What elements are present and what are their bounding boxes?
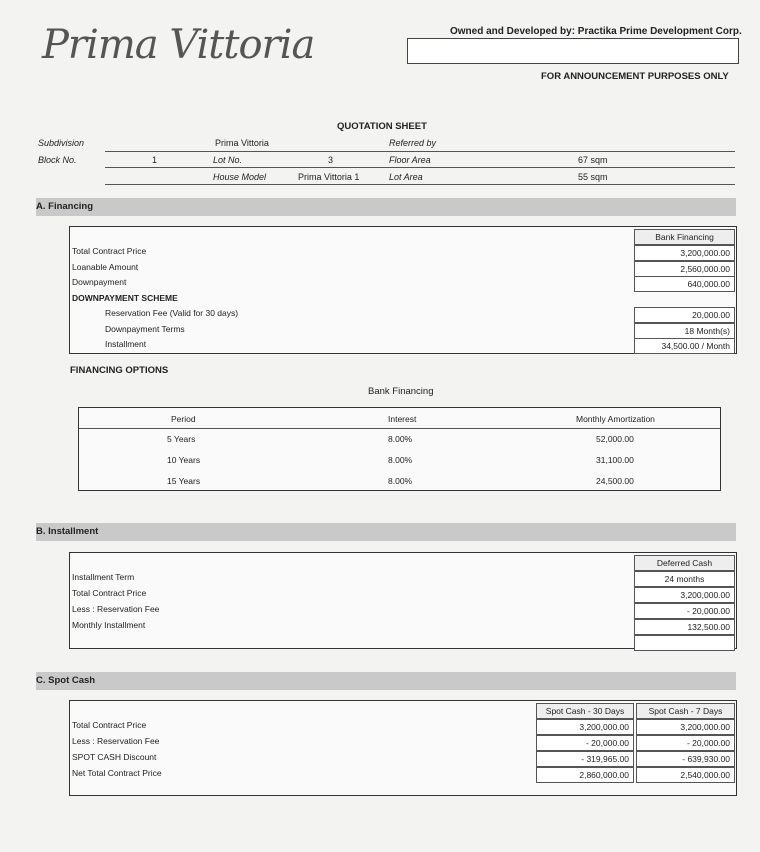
options-row-interest: 8.00% <box>388 434 413 444</box>
spot-row-value-30: 2,860,000.00 <box>536 767 634 783</box>
subdivision-label: Subdivision <box>38 138 85 148</box>
lot-area-value: 55 sqm <box>578 172 608 182</box>
floor-area-value: 67 sqm <box>578 155 608 165</box>
financing-row-label: Installment <box>105 339 147 349</box>
options-header-interest: Interest <box>388 414 417 424</box>
spot-row-label: Less : Reservation Fee <box>72 736 160 746</box>
installment-box <box>69 552 737 649</box>
financing-row-label: Downpayment <box>72 277 127 287</box>
financing-options-title: FINANCING OPTIONS <box>70 365 169 376</box>
spot-row-value-7: - 20,000.00 <box>636 735 735 751</box>
options-row-period: 5 Years <box>167 434 196 444</box>
lot-value: 3 <box>328 155 334 165</box>
lot-area-label: Lot Area <box>389 172 423 182</box>
options-row-amortization: 52,000.00 <box>596 434 634 444</box>
options-row-amortization: 24,500.00 <box>596 476 634 486</box>
section-spot-cash <box>36 672 736 690</box>
financing-row-value: 640,000.00 <box>634 276 735 292</box>
quotation-title: QUOTATION SHEET <box>337 121 427 132</box>
installment-row-label: Less : Reservation Fee <box>72 604 160 614</box>
spot-row-value-30: - 319,965.00 <box>536 751 634 767</box>
section-spot-cash-title: C. Spot Cash <box>36 675 96 686</box>
financing-row-label: Loanable Amount <box>72 261 139 272</box>
financing-row-label: Downpayment Terms <box>105 323 185 334</box>
installment-row-value: 24 months <box>634 571 735 587</box>
financing-box <box>69 226 737 354</box>
installment-row-value: - 20,000.00 <box>634 603 735 619</box>
reference-box <box>407 38 739 64</box>
spot-row-value-30: 3,200,000.00 <box>536 719 634 735</box>
financing-row-label: Total Contract Price <box>72 246 147 256</box>
installment-col-header: Deferred Cash <box>634 555 735 571</box>
prima-vittoria-logo: Prima Vittoria <box>42 22 315 68</box>
owner-text: Owned and Developed by: Practika Prime Development Corp. <box>450 26 742 37</box>
installment-row-label: Installment Term <box>72 572 135 582</box>
subdivision-value: Prima Vittoria <box>215 138 269 148</box>
options-row-interest: 8.00% <box>388 476 413 486</box>
section-financing-title: A. Financing <box>36 201 93 212</box>
house-model-value: Prima Vittoria 1 <box>298 172 360 182</box>
financing-options-subtitle: Bank Financing <box>368 386 434 397</box>
spot-row-label: Net Total Contract Price <box>72 768 162 778</box>
options-row-amortization: 31,100.00 <box>596 455 634 465</box>
announcement-text: FOR ANNOUNCEMENT PURPOSES ONLY <box>541 71 729 82</box>
section-installment <box>36 523 736 541</box>
options-row-period: 15 Years <box>167 476 201 486</box>
financing-row-value: 18 Month(s) <box>634 323 735 339</box>
referred-label: Referred by <box>389 138 437 148</box>
options-row-period: 10 Years <box>167 455 201 465</box>
spot-col1-header: Spot Cash - 30 Days <box>536 703 634 719</box>
financing-col-header: Bank Financing <box>634 229 735 245</box>
info-line-2 <box>105 167 735 168</box>
financing-options-table <box>78 407 721 491</box>
installment-row-value: 132,500.00 <box>634 619 735 635</box>
info-line-3 <box>105 184 735 185</box>
section-financing <box>36 198 736 216</box>
financing-row-label: Reservation Fee (Valid for 30 days) <box>105 308 239 318</box>
options-row-interest: 8.00% <box>388 455 413 465</box>
installment-row-empty <box>634 635 735 651</box>
financing-row-value: 34,500.00 / Month <box>634 338 735 354</box>
block-value: 1 <box>152 155 158 165</box>
block-label: Block No. <box>38 155 77 165</box>
options-header-amortization: Monthly Amortization <box>576 414 655 424</box>
installment-row-value: 3,200,000.00 <box>634 587 735 603</box>
installment-row-label: Total Contract Price <box>72 588 147 598</box>
house-model-label: House Model <box>213 172 267 182</box>
spot-row-value-7: 2,540,000.00 <box>636 767 735 783</box>
financing-row-label: DOWNPAYMENT SCHEME <box>72 292 178 303</box>
spot-col2-header: Spot Cash - 7 Days <box>636 703 735 719</box>
floor-area-label: Floor Area <box>389 155 431 165</box>
spot-row-value-7: - 639,930.00 <box>636 751 735 767</box>
info-line-1 <box>105 151 735 152</box>
spot-row-value-7: 3,200,000.00 <box>636 719 735 735</box>
options-header-rule <box>79 428 720 429</box>
section-installment-title: B. Installment <box>36 526 99 537</box>
financing-row-value: 20,000.00 <box>634 307 735 323</box>
spot-row-label: Total Contract Price <box>72 720 147 730</box>
spot-cash-box <box>69 700 737 796</box>
spot-row-label: SPOT CASH Discount <box>72 752 157 762</box>
installment-row-label: Monthly Installment <box>72 620 146 630</box>
lot-label: Lot No. <box>213 155 243 165</box>
spot-row-value-30: - 20,000.00 <box>536 735 634 751</box>
options-header-period: Period <box>171 414 196 424</box>
financing-row-value: 3,200,000.00 <box>634 245 735 261</box>
financing-row-value: 2,560,000.00 <box>634 261 735 277</box>
